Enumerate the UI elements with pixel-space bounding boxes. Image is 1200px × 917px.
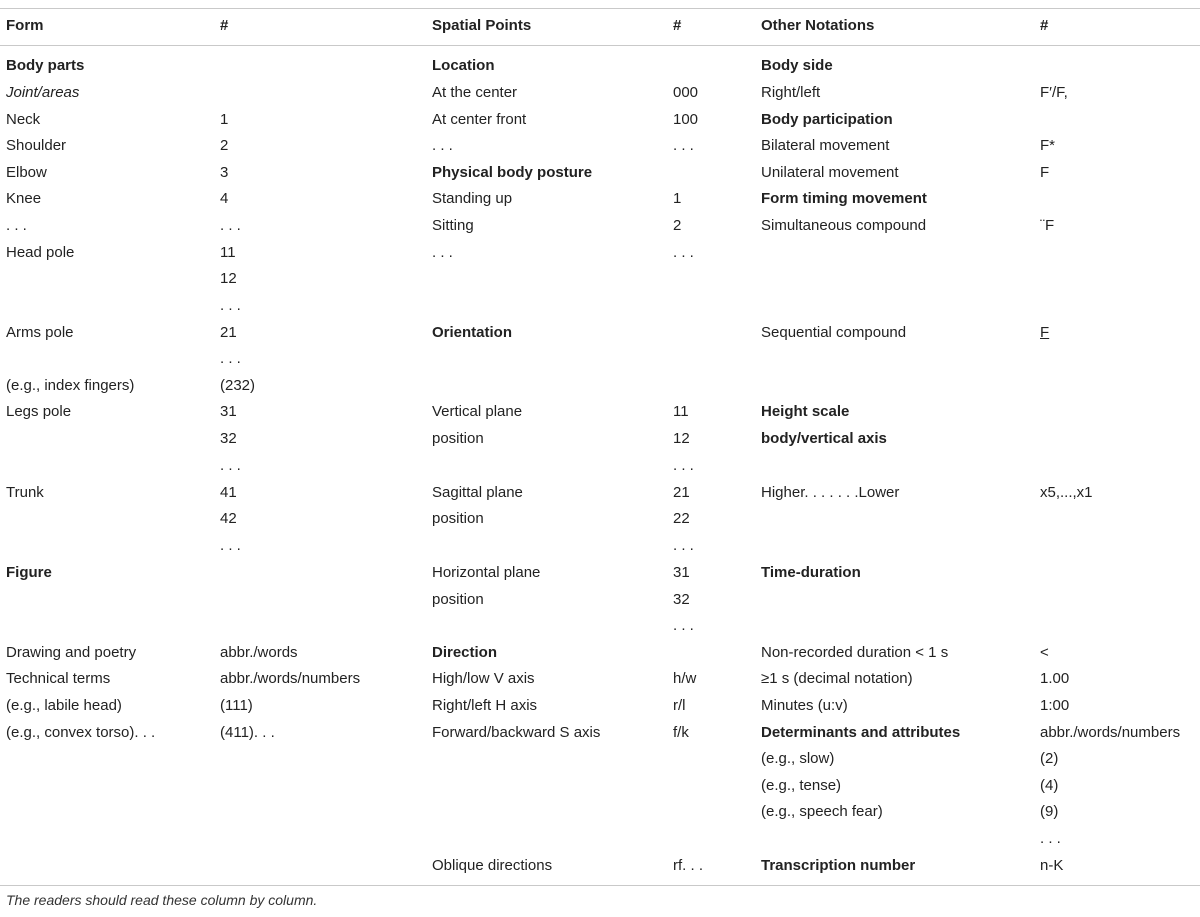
table-cell-other-notation: Sequential compound xyxy=(761,324,907,341)
table-cell-form-number: 2 xyxy=(220,137,229,154)
table-cell-spatial-number: 31 xyxy=(673,564,690,581)
table-cell-form-number: 4 xyxy=(220,190,229,207)
table-cell-spatial-point: Sagittal plane xyxy=(432,484,523,501)
table-cell-other-number: (2) xyxy=(1040,750,1059,767)
table-cell-other-number: (9) xyxy=(1040,803,1059,820)
table-cell-other-number: 1.00 xyxy=(1040,670,1070,687)
table-cell-form-number: . . . xyxy=(220,537,241,554)
table-cell-other-number: ¨F xyxy=(1040,217,1055,234)
table-cell-spatial-point: Oblique directions xyxy=(432,857,553,874)
table-bottom-rule xyxy=(0,885,1200,886)
table-cell-other-number: < xyxy=(1040,644,1049,661)
table-cell-other-notation: Body participation xyxy=(761,111,893,128)
table-cell-spatial-point: Direction xyxy=(432,644,498,661)
table-cell-spatial-number: 21 xyxy=(673,484,690,501)
table-cell-form: (e.g., convex torso). . . xyxy=(6,724,156,741)
table-cell-spatial-number: h/w xyxy=(673,670,697,687)
table-cell-form-number: 32 xyxy=(220,430,237,447)
table-cell-spatial-point: Horizontal plane xyxy=(432,564,541,581)
table-cell-spatial-number: 11 xyxy=(673,403,689,420)
table-cell-spatial-number: f/k xyxy=(673,724,689,741)
table-cell-other-notation: Higher. . . . . . .Lower xyxy=(761,484,900,501)
table-cell-form-number: (232) xyxy=(220,377,256,394)
table-cell-spatial-number: . . . xyxy=(673,244,694,261)
table-cell-other-notation: Height scale xyxy=(761,403,850,420)
table-cell-other-number: F* xyxy=(1040,137,1055,154)
table-cell-other-number: x5,...,x1 xyxy=(1040,484,1093,501)
table-cell-form: Shoulder xyxy=(6,137,67,154)
table-cell-form: Figure xyxy=(6,564,52,581)
table-cell-other-number: F′/F, xyxy=(1040,84,1068,101)
table-top-rule xyxy=(0,8,1200,9)
table-cell-form-number: . . . xyxy=(220,350,241,367)
table-cell-form: Knee xyxy=(6,190,42,207)
column-header-form: Form xyxy=(6,17,44,34)
table-cell-spatial-point: Orientation xyxy=(432,324,513,341)
table-cell-other-notation: Transcription number xyxy=(761,857,916,874)
table-cell-form: Legs pole xyxy=(6,403,72,420)
table-cell-other-notation: Minutes (u:v) xyxy=(761,697,848,714)
table-cell-spatial-point: position xyxy=(432,430,484,447)
table-cell-form-number: 31 xyxy=(220,403,237,420)
table-cell-form-number: . . . xyxy=(220,217,241,234)
table-cell-other-number: n-K xyxy=(1040,857,1064,874)
table-cell-spatial-point: Forward/backward S axis xyxy=(432,724,601,741)
table-cell-form-number: 42 xyxy=(220,510,237,527)
table-cell-spatial-point: At the center xyxy=(432,84,518,101)
table-cell-form-number: 41 xyxy=(220,484,237,501)
column-header-form-number: # xyxy=(220,17,229,34)
table-cell-spatial-number: rf. . . xyxy=(673,857,703,874)
table-cell-spatial-number: . . . xyxy=(673,137,694,154)
table-cell-other-number: 1:00 xyxy=(1040,697,1070,714)
table-cell-other-notation: (e.g., slow) xyxy=(761,750,835,767)
table-cell-form: Neck xyxy=(6,111,41,128)
table-cell-form: Elbow xyxy=(6,164,47,181)
table-cell-form-number: abbr./words/numbers xyxy=(220,670,361,687)
table-cell-spatial-point: Vertical plane xyxy=(432,403,523,420)
table-cell-other-notation: Body side xyxy=(761,57,833,74)
table-cell-spatial-point: Right/left H axis xyxy=(432,697,538,714)
table-cell-other-number: F xyxy=(1040,324,1050,341)
table-cell-form: . . . xyxy=(6,217,27,234)
table-cell-spatial-number: . . . xyxy=(673,617,694,634)
table-cell-form: Arms pole xyxy=(6,324,74,341)
table-cell-form: (e.g., index fingers) xyxy=(6,377,135,394)
table-cell-other-number: abbr./words/numbers xyxy=(1040,724,1181,741)
column-header-other-notation: Other Notations xyxy=(761,17,875,34)
table-cell-other-notation: (e.g., speech fear) xyxy=(761,803,883,820)
table-cell-other-number: . . . xyxy=(1040,830,1061,847)
table-cell-spatial-number: . . . xyxy=(673,537,694,554)
table-cell-form-number: . . . xyxy=(220,297,241,314)
table-cell-form: Joint/areas xyxy=(6,84,80,101)
table-cell-spatial-point: . . . xyxy=(432,137,453,154)
table-cell-spatial-number: 000 xyxy=(673,84,699,101)
table-cell-other-notation: Right/left xyxy=(761,84,821,101)
column-header-spatial-number: # xyxy=(673,17,682,34)
table-cell-spatial-number: 12 xyxy=(673,430,690,447)
table-cell-spatial-point: Standing up xyxy=(432,190,513,207)
table-cell-form: Head pole xyxy=(6,244,75,261)
table-cell-spatial-point: position xyxy=(432,591,484,608)
table-cell-other-number: F xyxy=(1040,164,1050,181)
table-footnote: The readers should read these column by column. xyxy=(6,892,318,908)
table-cell-spatial-point: At center front xyxy=(432,111,527,128)
table-cell-form-number: (111) xyxy=(220,697,253,714)
table-header-rule xyxy=(0,45,1200,46)
table-cell-spatial-number: . . . xyxy=(673,457,694,474)
table-cell-form: Drawing and poetry xyxy=(6,644,137,661)
table-cell-other-notation: Non-recorded duration < 1 s xyxy=(761,644,949,661)
table-cell-spatial-point: position xyxy=(432,510,484,527)
table-cell-spatial-number: 22 xyxy=(673,510,690,527)
table-cell-form: (e.g., labile head) xyxy=(6,697,122,714)
table-cell-form: Body parts xyxy=(6,57,85,74)
table-cell-other-notation: Unilateral movement xyxy=(761,164,899,181)
table-cell-spatial-number: 1 xyxy=(673,190,682,207)
table-cell-form-number: 11 xyxy=(220,244,236,261)
table-cell-form-number: 3 xyxy=(220,164,229,181)
table-cell-other-notation: Form timing movement xyxy=(761,190,927,207)
table-cell-other-notation: Bilateral movement xyxy=(761,137,890,154)
table-cell-other-number: (4) xyxy=(1040,777,1059,794)
table-cell-other-notation: body/vertical axis xyxy=(761,430,887,447)
table-cell-form: Trunk xyxy=(6,484,44,501)
table-cell-other-notation: ≥1 s (decimal notation) xyxy=(761,670,913,687)
table-cell-spatial-point: Sitting xyxy=(432,217,474,234)
table-cell-other-notation: Determinants and attributes xyxy=(761,724,961,741)
table-cell-form-number: 1 xyxy=(220,111,229,128)
table-cell-spatial-number: 100 xyxy=(673,111,699,128)
table-cell-spatial-number: 32 xyxy=(673,591,690,608)
table-cell-spatial-point: High/low V axis xyxy=(432,670,535,687)
column-header-spatial-point: Spatial Points xyxy=(432,17,532,34)
table-cell-spatial-point: . . . xyxy=(432,244,453,261)
table-cell-form-number: . . . xyxy=(220,457,241,474)
table-cell-form-number: abbr./words xyxy=(220,644,298,661)
column-header-other-number: # xyxy=(1040,17,1049,34)
table-cell-spatial-point: Physical body posture xyxy=(432,164,593,181)
table-cell-other-notation: (e.g., tense) xyxy=(761,777,842,794)
table-cell-form-number: (411). . . xyxy=(220,724,275,741)
table-cell-spatial-number: 2 xyxy=(673,217,682,234)
table-cell-form: Technical terms xyxy=(6,670,111,687)
table-cell-form-number: 12 xyxy=(220,270,237,287)
table-cell-form-number: 21 xyxy=(220,324,237,341)
table-cell-spatial-number: r/l xyxy=(673,697,686,714)
table-cell-other-notation: Simultaneous compound xyxy=(761,217,927,234)
table-cell-spatial-point: Location xyxy=(432,57,495,74)
table-cell-other-notation: Time-duration xyxy=(761,564,861,581)
